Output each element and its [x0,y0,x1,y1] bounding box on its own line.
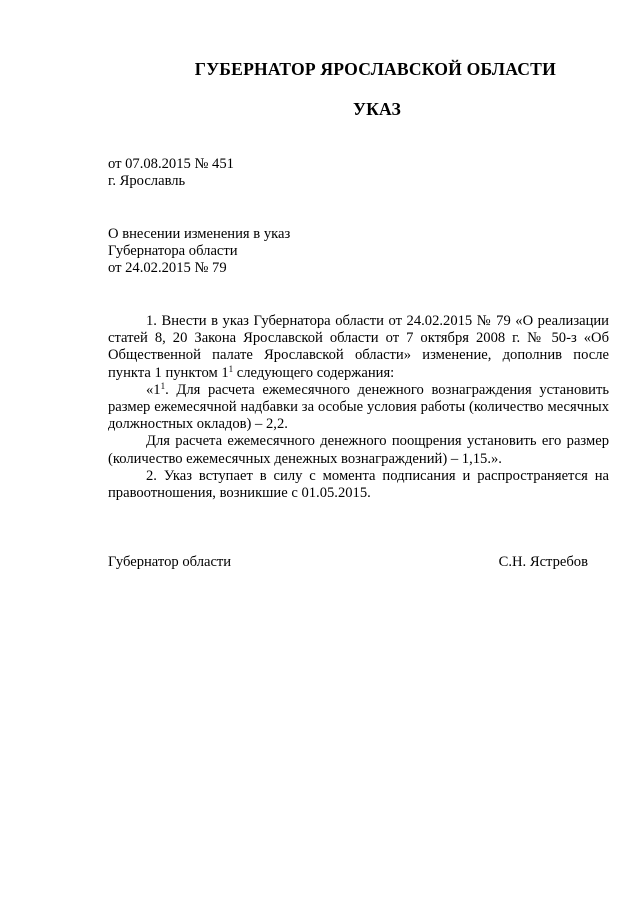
paragraph-1-text: 1. Внести в указ Губернатора области от 24.02.2015 № 79 «О реализации статей 8, 20 Закона Ярославской области от 7 октября 2008 г. № 50-з «Об Общественной палате Ярославской области» изменение, дополнив после пункта 1 пунктом 1 [108,313,609,381]
issuing-authority: ГУБЕРНАТОР ЯРОСЛАВСКОЙ ОБЛАСТИ [194,59,556,79]
paragraph-1 [108,313,609,382]
subject-line-2: Губернатора области [108,243,238,260]
document-body [108,313,609,502]
document-meta [108,156,234,190]
paragraph-4: 2. Указ вступает в силу с момента подписания и распространяется на правоотношения, возникшие с 01.05.2015. [108,467,609,502]
paragraph-1-end: следующего содержания: [233,364,395,381]
subject-line-3: от 24.02.2015 № 79 [108,260,227,277]
document-subject [108,226,290,278]
paragraph-2-start: «1 [146,381,161,398]
paragraph-1-superscript: 1 [228,363,234,374]
signatory-position: Губернатор области [108,554,232,570]
subject-line-1: О внесении изменения в указ [108,226,291,242]
document-type: УКАЗ [352,99,401,119]
paragraph-2 [108,382,609,434]
paragraph-2-superscript: 1 [160,380,166,391]
signatory-name: С.Н. Ястребов [498,554,588,570]
city: г. Ярославль [108,173,186,190]
paragraph-3: Для расчета ежемесячного денежного поощрения установить его размер (количество ежемесячных денежных вознаграждений) – 1,15.». [108,433,609,467]
paragraph-2-rest: . Для расчета ежемесячного денежного вознаграждения установить размер ежемесячной надбавки за особые условия работы (количество месячных должностных окладов) – 2,2. [108,381,609,433]
date-number: от 07.08.2015 № 451 [108,156,234,172]
